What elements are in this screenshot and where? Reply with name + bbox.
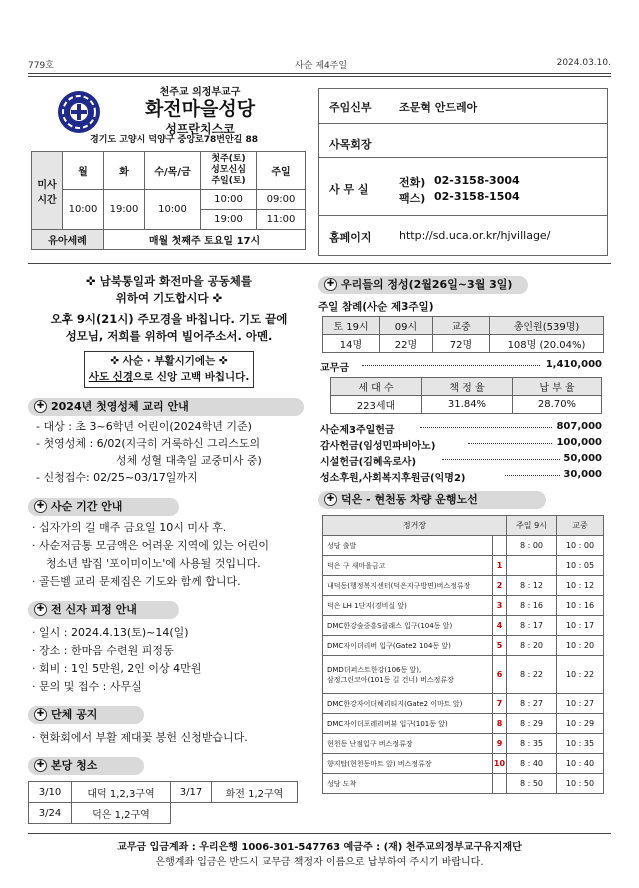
church-name: 화전마을성당: [144, 98, 256, 120]
logo-icon: [57, 90, 101, 134]
gyomu-row: 교무금 1,410,000: [320, 359, 602, 374]
first-communion-text: - 대상 : 초 3~6학년 어린이(2024학년 기준) - 첫영성체 : 6/02(지극히 거룩하신 그리스도의 성체 성혈 대축일 교중미사 중) - 신청접수: 02/25~03/17일까지: [36, 420, 262, 484]
bus-route-table: 정거장 주일 9시 교중 성당 출발 8 : 00 10 : 00 덕은 구 새마을금고 1 10 : 05 내덕동(행정복지센터(덕은지구방면)버스정류장 2 8 : 12 10 : 12 덕은 LH 1단지(경비실 앞) 3 8 : 16 10 : 16 DMC한강숲중흥S클래스 입구(104동 앞) 4 8 : 17 10 : 17 DMC자이더리버 입구(Gate2 104동 앞) 5 8 : 20 10 : 20 DMD더퍼스트한강(106동 앞), 삼정그린코아(101동 길 건너) 버스정류장 6 8 : 22 10 : 22 DMC한강자이더헤리티지(Gate2 이마트 앞) 7 8 : 27 10 : 27 DMC자이더포레리버뷰 입구(101동 앞) 8 8 : 29 10 : 29 현천동 난점입구 버스정류장 9 8 : 35 10 : 35 향지탑(현천동마트 앞) 버스정류장 10 8 : 40 10 : 40 성당 도착 8 : 50 10 : 50: [322, 515, 604, 794]
footer-account: 교무금 입금계좌 : 우리은행 1006-301-547763 예금주 : (재) 천주교의정부교구유지재단: [117, 842, 522, 853]
patron: 성프란치스코: [165, 122, 235, 136]
creed-box: ✜ 사순 · 부활시기에는 ✜ 사도 신경으로 신앙 고백 바칩니다.: [84, 351, 254, 388]
offering-item-1: 사순제3주일헌금 807,000: [320, 421, 602, 436]
time-sun-2: 11:00: [257, 210, 306, 230]
offering-item-4: 성소후원,사회복지후원금(익명2) 30,000: [320, 469, 602, 484]
fax-label: 팩스): [399, 192, 426, 205]
time-tue: 19:00: [104, 190, 145, 230]
footer: [28, 840, 611, 870]
fax-value: 02-3158-1504: [434, 190, 520, 203]
attendance-table: 토 19시 09시 교중 총인원(539명) 14명 22명 72명 108명 (20.04%): [322, 316, 604, 353]
prayer-line-4: 성모님, 저희를 위하여 빌어주소서. 아멘.: [65, 329, 273, 343]
cross-bullet-icon: ✚: [34, 400, 47, 413]
group-notice-text: · 현화회에서 부활 제대꽃 봉헌 신청받습니다.: [32, 731, 248, 744]
homepage-label: 홈페이지: [329, 231, 372, 244]
prayer-line-2: 위하여 기도합시다 ✜: [115, 291, 223, 305]
day-sat: 첫주(토) 성모신심 주일(토): [201, 152, 257, 190]
apostles-creed: 사도 신경: [88, 371, 133, 383]
dues-stat-table: 세 대 수 책 정 율 납 부 율 223세대 31.84% 28.70%: [330, 377, 602, 414]
retreat-text: · 일시 : 2024.4.13(토)~14(일) · 장소 : 한마음 수련원 피정동 · 회비 : 1인 5만원, 2인 이상 4만원 · 문의 및 접수 : 사무실: [32, 626, 202, 693]
cross-bullet-icon: ✚: [34, 603, 47, 616]
diocese: 천주교 의정부교구: [159, 87, 241, 98]
cross-icon: ✜: [85, 274, 100, 288]
attendance-subtitle: 주일 참례(사순 제3주일): [318, 301, 434, 313]
section-offering: ✚ 우리들의 정성(2월26일~3월 3일): [318, 276, 528, 294]
section-bus-route: ✚ 덕은 - 현천동 차량 운행노선: [318, 491, 546, 509]
cross-icon: ✜: [110, 355, 123, 367]
mass-time-table: [31, 151, 306, 250]
cross-bullet-icon: ✚: [324, 278, 337, 291]
time-wedfri: 10:00: [145, 190, 201, 230]
day-tue: 화: [104, 152, 145, 190]
pastor-value: 조문혁 안드레아: [399, 101, 478, 114]
issue-number: 779호: [28, 61, 54, 71]
day-mon: 월: [63, 152, 104, 190]
footer-note: 은행계좌 입금은 반드시 교무금 책정자 이름으로 납부하여 주시기 바랍니다.: [155, 857, 484, 868]
parish-logo: [57, 90, 101, 134]
cross-bullet-icon: ✚: [324, 493, 337, 506]
council-label: 사목회장: [329, 138, 372, 151]
day-sun: 주일: [257, 152, 306, 190]
infant-baptism-value: 매월 첫째주 토요일 17시: [104, 230, 306, 250]
section-cleaning: ✚ 본당 청소: [28, 757, 144, 775]
tel-value: 02-3158-3004: [434, 174, 520, 187]
prayer-line-3: 오후 9시(21시) 주모경을 바칩니다. 기도 끝에: [50, 312, 288, 326]
offering-item-2: 감사헌금(임성민파비아노) 100,000: [320, 437, 602, 452]
liturgical-week: 사순 제4주일: [295, 61, 348, 71]
time-sat-1: 10:00: [201, 190, 257, 210]
cross-icon: ✜: [215, 355, 228, 367]
mass-label: 미사 시간: [32, 152, 63, 230]
tel-label: 전화): [399, 176, 426, 189]
lent-guide-text: · 십자가의 길 매주 금요일 10시 미사 후. · 사순저금통 모금액은 어려운 지역에 있는 어린이 청소년 밥집 '포이미이노'에 사용될 것입니다. · 골든벨 교리 문제집은 기도와 함께 합니다.: [32, 521, 269, 588]
cross-bullet-icon: ✚: [34, 500, 47, 513]
prayer-line-1: ✜ 남북통일과 화전마을 공동체를: [85, 274, 253, 288]
prayer-block: [31, 273, 307, 345]
church-title: [120, 83, 280, 137]
cleaning-table: 3/10 대덕 1,2,3구역 3/17 화전 1,2구역 3/24 덕은 1,2구역: [28, 781, 298, 824]
issue-date: 2024.03.10.: [556, 58, 611, 68]
homepage-link[interactable]: http://sd.uca.or.kr/hjvillage/: [399, 229, 551, 242]
time-sat-2: 19:00: [201, 210, 257, 230]
address: 경기도 고양시 덕양구 중앙로78번안길 88: [90, 135, 258, 145]
cross-icon: ✜: [208, 291, 223, 305]
cross-bullet-icon: ✚: [34, 708, 47, 721]
section-group-notice: ✚ 단체 공지: [28, 706, 144, 724]
section-retreat: ✚ 전 신자 피정 안내: [28, 601, 179, 619]
info-box: [318, 88, 608, 256]
time-mon: 10:00: [63, 190, 104, 230]
pastor-label: 주임신부: [329, 101, 372, 114]
time-sun-1: 09:00: [257, 190, 306, 210]
section-first-communion: ✚ 2024년 첫영성체 교리 안내: [28, 398, 304, 416]
cross-bullet-icon: ✚: [34, 759, 47, 772]
infant-baptism-label: 유아세례: [32, 230, 104, 250]
offering-item-3: 시설헌금(김혜옥로사) 50,000: [320, 453, 602, 468]
day-wedfri: 수/목/금: [145, 152, 201, 190]
section-lent-guide: ✚ 사순 기간 안내: [28, 498, 179, 516]
office-label: 사 무 실: [329, 183, 369, 196]
